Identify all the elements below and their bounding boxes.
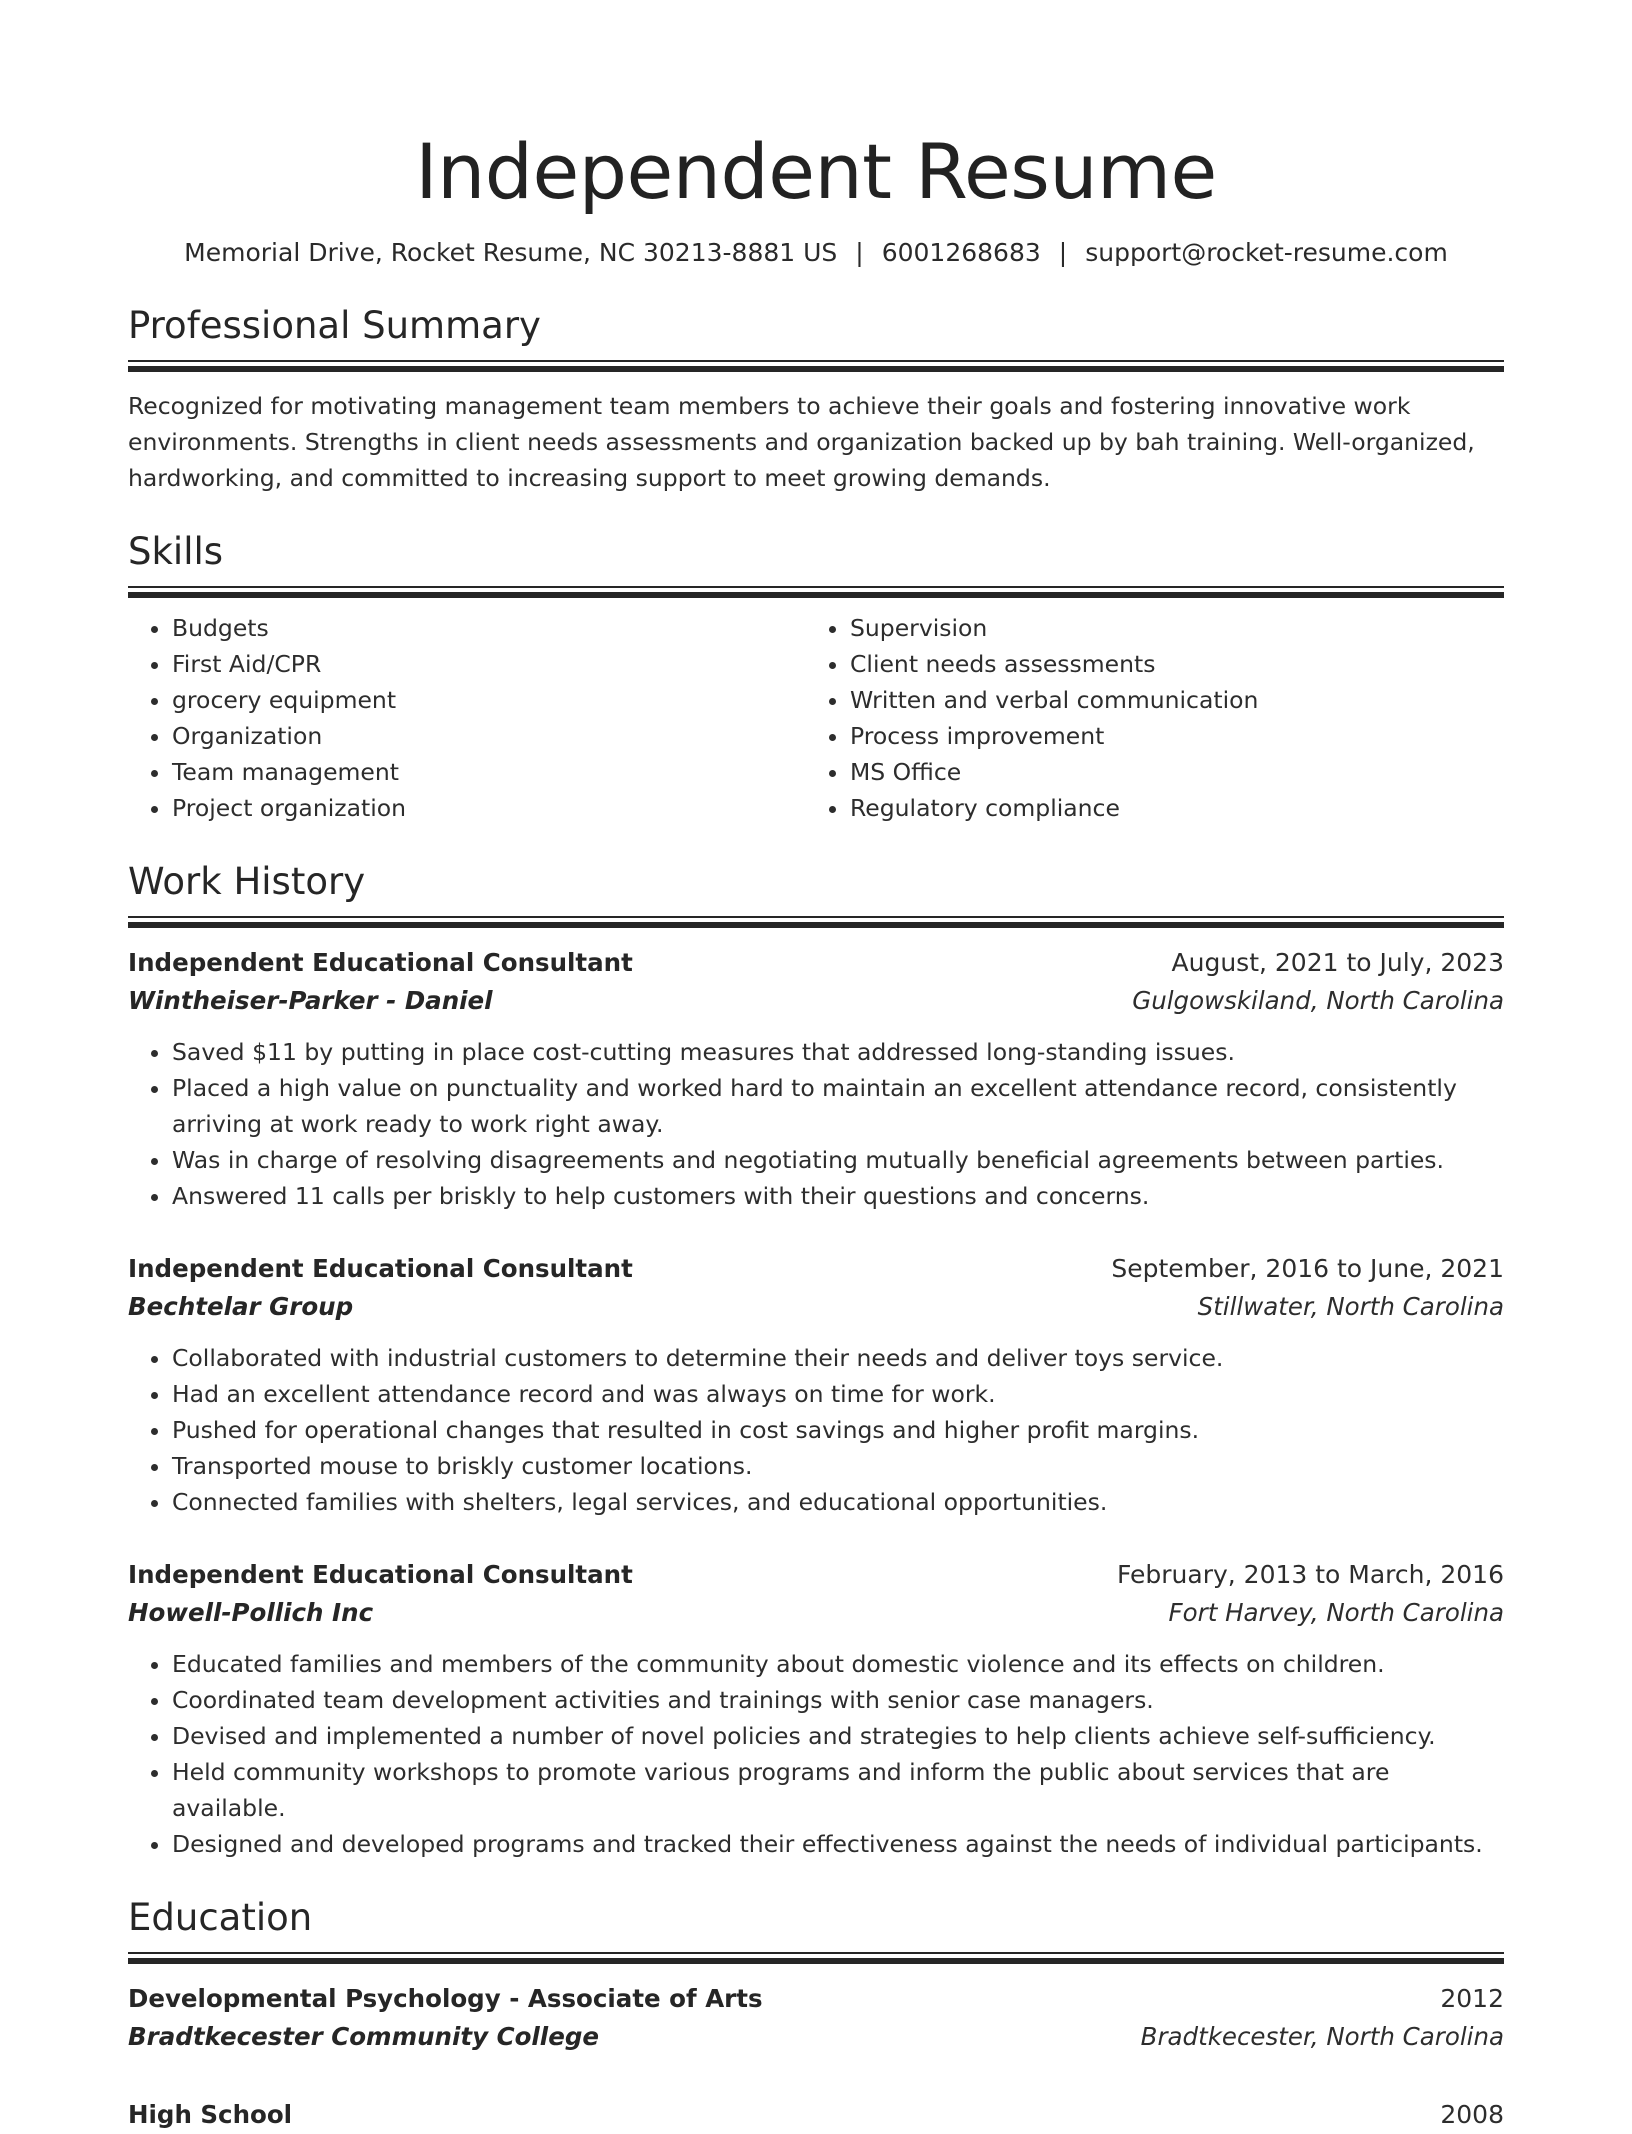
skill-item: • Organization xyxy=(172,718,806,754)
contact-address: Memorial Drive, Rocket Resume, NC 30213-8881 US xyxy=(184,238,838,267)
job-company-row xyxy=(128,1594,1504,1632)
job-company-row xyxy=(128,1288,1504,1326)
skills-section xyxy=(128,528,1504,826)
job-bullet: • Collaborated with industrial customers to determine their needs and deliver toys service. xyxy=(172,1340,1504,1376)
education-section xyxy=(128,1894,1504,2134)
skill-item: • Process improvement xyxy=(850,718,1484,754)
job-header-row xyxy=(128,944,1504,982)
job-bullet: • Had an excellent attendance record and was always on time for work. xyxy=(172,1376,1504,1412)
job-bullet: • Devised and implemented a number of novel policies and strategies to help clients achieve self-sufficiency. xyxy=(172,1718,1504,1754)
contact-line xyxy=(128,236,1504,270)
job-bullets xyxy=(128,1340,1504,1520)
job-company: Wintheiser-Parker - Daniel xyxy=(128,986,493,1015)
job-bullet: • Transported mouse to briskly customer locations. xyxy=(172,1448,1504,1484)
education-location: Bradtkecester, North Carolina xyxy=(1140,2022,1504,2051)
contact-separator: | xyxy=(1058,238,1068,267)
education-school-row xyxy=(128,2018,1504,2056)
job-bullet: • Coordinated team development activities and trainings with senior case managers. xyxy=(172,1682,1504,1718)
job-title: Independent Educational Consultant xyxy=(128,1254,633,1283)
contact-separator: | xyxy=(855,238,864,267)
resume-name: Independent Resume xyxy=(415,127,1217,216)
job-bullet: • Answered 11 calls per briskly to help customers with their questions and concerns. xyxy=(172,1178,1504,1214)
job-location: Stillwater, North Carolina xyxy=(1197,1292,1504,1321)
education-header-row xyxy=(128,2096,1504,2134)
summary-text: Recognized for motivating management team members to achieve their goals and fostering innovative work environments. Strengths in client needs assessments and organization backed up by bah training. Well-organized, hardworking, and committed to increasing support to meet growing demands. xyxy=(128,392,1475,492)
job-entry xyxy=(128,944,1504,1214)
job-dates: August, 2021 to July, 2023 xyxy=(1171,948,1504,977)
job-location: Fort Harvey, North Carolina xyxy=(1168,1598,1504,1627)
job-entry xyxy=(128,1556,1504,1862)
job-bullet: • Was in charge of resolving disagreements and negotiating mutually beneficial agreements between parties. xyxy=(172,1142,1504,1178)
education-degree: Developmental Psychology - Associate of Arts xyxy=(128,1984,763,2013)
education-year: 2012 xyxy=(1440,1984,1504,2013)
job-dates: September, 2016 to June, 2021 xyxy=(1111,1254,1504,1283)
job-bullet: • Educated families and members of the community about domestic violence and its effects on children. xyxy=(172,1646,1504,1682)
education-header-row xyxy=(128,1980,1504,2018)
skills-list-right xyxy=(806,610,1484,826)
section-divider xyxy=(128,586,1504,596)
education-entry xyxy=(128,2096,1504,2134)
job-entry xyxy=(128,1250,1504,1520)
job-header-row xyxy=(128,1250,1504,1288)
skill-item: • Project organization xyxy=(172,790,806,826)
skill-item: • Supervision xyxy=(850,610,1484,646)
job-title: Independent Educational Consultant xyxy=(128,1560,633,1589)
job-bullet: • Saved $11 by putting in place cost-cutting measures that addressed long-standing issues. xyxy=(172,1034,1504,1070)
education-degree: High School xyxy=(128,2100,293,2129)
job-bullet: • Placed a high value on punctuality and worked hard to maintain an excellent attendance record, consistently arriving at work ready to work right away. xyxy=(172,1070,1504,1142)
work-history-section xyxy=(128,858,1504,1862)
job-bullets xyxy=(128,1646,1504,1862)
section-divider xyxy=(128,916,1504,926)
job-bullet: • Designed and developed programs and tracked their effectiveness against the needs of individual participants. xyxy=(172,1826,1504,1862)
section-title-summary: Professional Summary xyxy=(128,304,541,347)
job-dates: February, 2013 to March, 2016 xyxy=(1116,1560,1504,1589)
skill-item: • Client needs assessments xyxy=(850,646,1484,682)
skills-list-left xyxy=(128,610,806,826)
skill-item: • Team management xyxy=(172,754,806,790)
skill-item: • Budgets xyxy=(172,610,806,646)
section-divider xyxy=(128,1952,1504,1962)
skills-columns xyxy=(128,610,1504,826)
education-year: 2008 xyxy=(1440,2100,1504,2129)
skill-item: • First Aid/CPR xyxy=(172,646,806,682)
section-divider xyxy=(128,360,1504,370)
job-company: Bechtelar Group xyxy=(128,1292,354,1321)
job-location: Gulgowskiland, North Carolina xyxy=(1132,986,1504,1015)
job-title: Independent Educational Consultant xyxy=(128,948,633,977)
job-bullets xyxy=(128,1034,1504,1214)
job-bullet: • Pushed for operational changes that resulted in cost savings and higher profit margins. xyxy=(172,1412,1504,1448)
job-company: Howell-Pollich Inc xyxy=(128,1598,374,1627)
resume-page xyxy=(128,0,1504,2134)
skill-item: • Regulatory compliance xyxy=(850,790,1484,826)
summary-section xyxy=(128,302,1504,496)
section-title-work-history: Work History xyxy=(128,860,366,903)
education-entry xyxy=(128,1980,1504,2056)
job-bullet: • Held community workshops to promote various programs and inform the public about services that are available. xyxy=(172,1754,1504,1826)
contact-phone: 6001268683 xyxy=(881,238,1041,267)
section-title-skills: Skills xyxy=(128,530,224,573)
skill-item: • grocery equipment xyxy=(172,682,806,718)
education-school: Bradtkecester Community College xyxy=(128,2022,599,2051)
skill-item: • MS Office xyxy=(850,754,1484,790)
section-title-education: Education xyxy=(128,1896,313,1939)
skill-item: • Written and verbal communication xyxy=(850,682,1484,718)
contact-email[interactable]: support@rocket-resume.com xyxy=(1085,238,1448,267)
job-bullet: • Connected families with shelters, legal services, and educational opportunities. xyxy=(172,1484,1504,1520)
job-company-row xyxy=(128,982,1504,1020)
job-header-row xyxy=(128,1556,1504,1594)
